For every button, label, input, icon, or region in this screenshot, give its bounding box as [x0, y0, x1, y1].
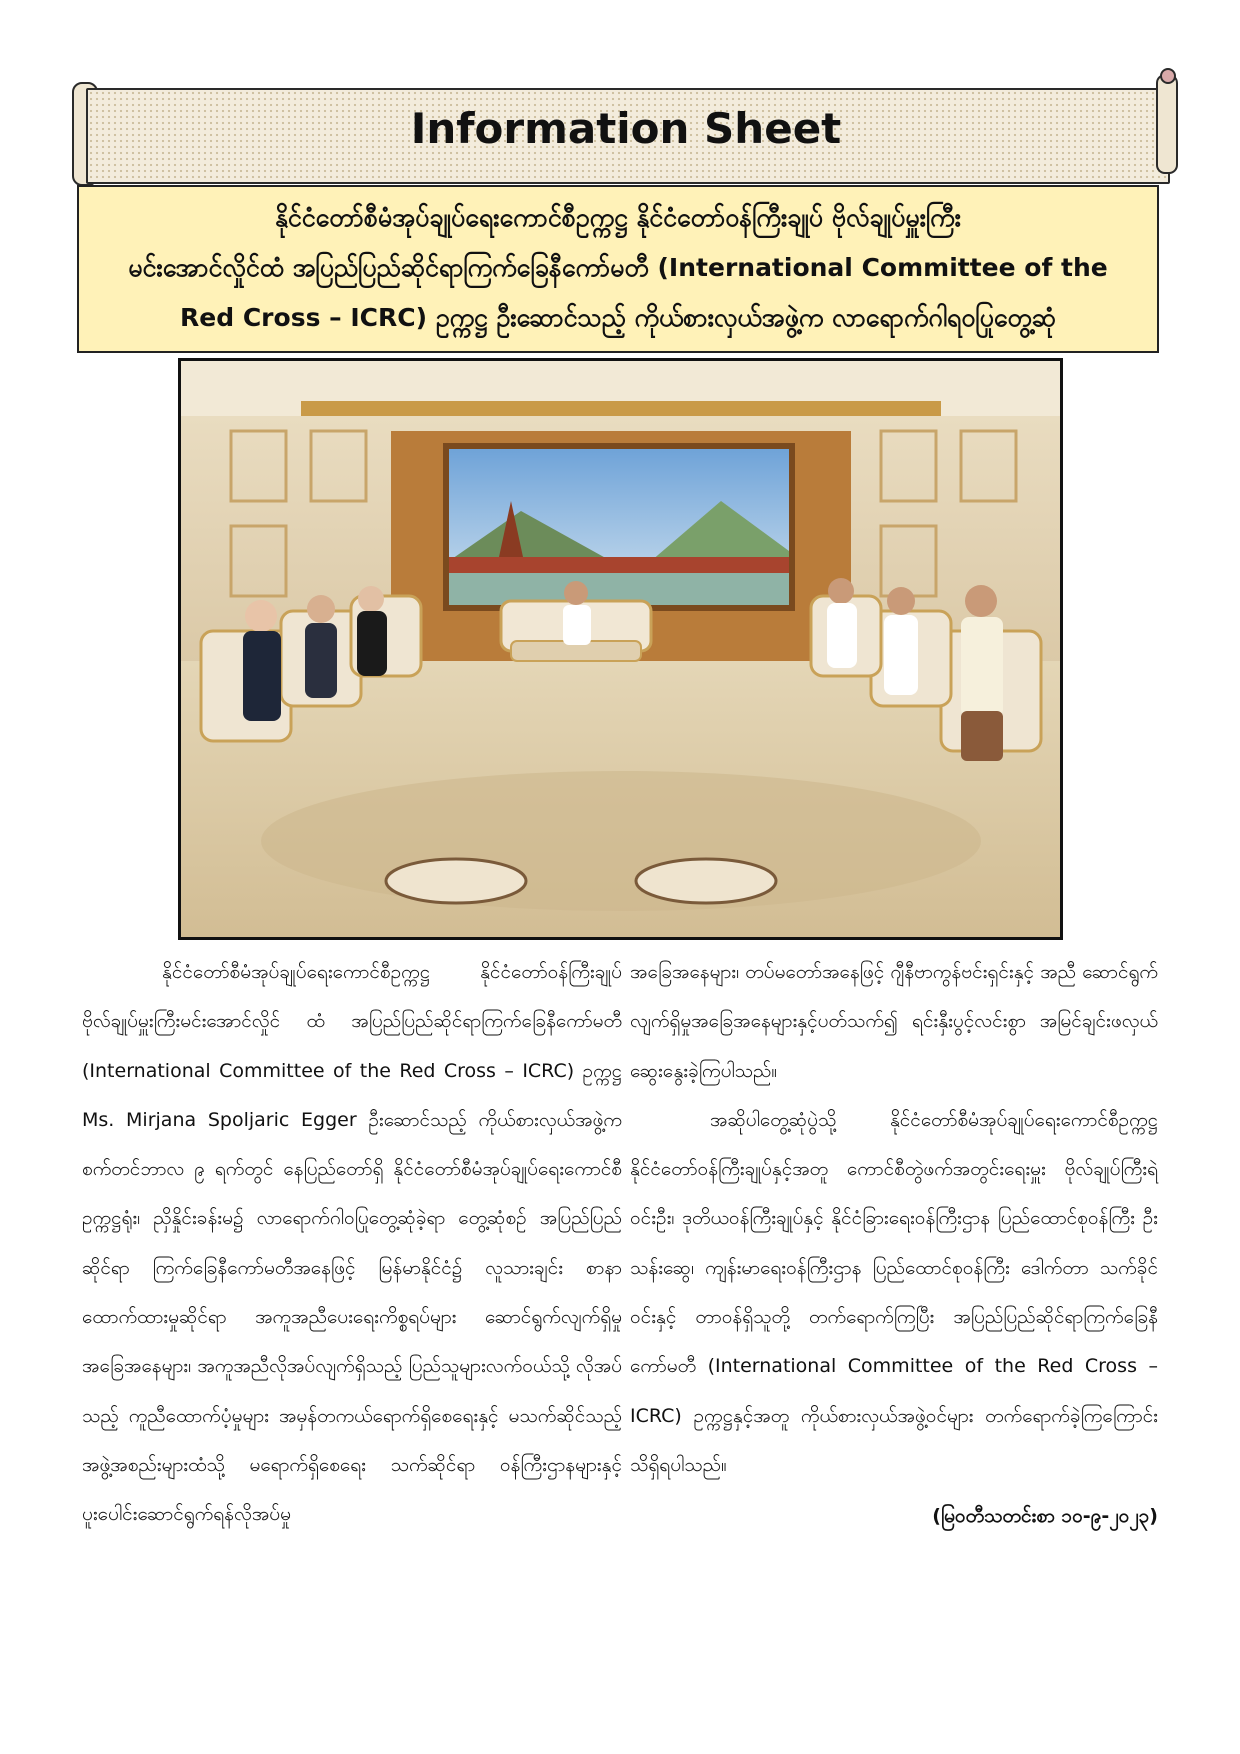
- headline-line-1: နိုင်ငံတော်စီမံအုပ်ချုပ်ရေးကောင်စီဥက္ကဋ္ဌ နိုင်ငံတော်ဝန်ကြီးချုပ် ဗိုလ်ချုပ်မှူးကြီး: [274, 203, 961, 232]
- article-left-column: [82, 948, 622, 1540]
- article-right-column: [630, 948, 1158, 1542]
- headline-line-3: Red Cross – ICRC) ဥက္ကဋ္ဌ ဦးဆောင်သည့် ကိုယ်စားလှယ်အဖွဲ့က လာရောက်ဂါရဝပြုတွေ့ဆုံ: [180, 303, 1056, 332]
- article-paragraph-1: နိုင်ငံတော်စီမံအုပ်ချုပ်ရေးကောင်စီဥက္ကဋ္ဌ နိုင်ငံတော်ဝန်ကြီးချုပ် ဗိုလ်ချုပ်မှူးကြီးမင်းအောင်လှိုင် ထံ အပြည်ပြည်ဆိုင်ရာကြက်ခြေနီကော်မတီ (International Committee of the Red Cross – ICRC) ဥက္ကဋ္ဌ Ms. Mirjana Spoljaric Egger ဦးဆောင်သည့် ကိုယ်စားလှယ်အဖွဲ့က စက်တင်ဘာလ ၉ ရက်တွင် နေပြည်တော်ရှိ နိုင်ငံတော်စီမံအုပ်ချုပ်ရေးကောင်စီဥက္ကဋ္ဌရုံး၊ ညှိနှိုင်းခန်းမ၌ လာရောက်ဂါဝပြုတွေ့ဆုံခဲ့ရာ တွေ့ဆုံစဉ် အပြည်ပြည်ဆိုင်ရာ ကြက်ခြေနီကော်မတီအနေဖြင့် မြန်မာနိုင်ငံ၌ လူသားချင်း စာနာထောက်ထားမှုဆိုင်ရာ အကူအညီပေးရေးကိစ္စရပ်များ ဆောင်ရွက်လျက်ရှိမှု အခြေအနေများ၊ အကူအညီလိုအပ်လျက်ရှိသည့် ပြည်သူများလက်ဝယ်သို့ လိုအပ်သည့် ကူညီထောက်ပံ့မှုများ အမှန်တကယ်ရောက်ရှိစေရေးနှင့် မသက်ဆိုင်သည့်အဖွဲ့အစည်းများထံသို့ မရောက်ရှိစေရေး သက်ဆိုင်ရာ ဝန်ကြီးဌာနများနှင့် ပူးပေါင်းဆောင်ရွက်ရန်လိုအပ်မှု: [82, 961, 622, 1526]
- scroll-knob: [1160, 68, 1176, 84]
- news-source: (မြဝတီသတင်းစာ ၁၀-၉-၂၀၂၃): [932, 1505, 1158, 1528]
- meeting-room-illustration: [181, 361, 1060, 937]
- headline-line-2: မင်းအောင်လှိုင်ထံ အပြည်ပြည်ဆိုင်ရာကြက်ခြေနီကော်မတီ (International Committee of the: [128, 253, 1108, 282]
- article-paragraph-2: အဆိုပါတွေ့ဆုံပွဲသို့ နိုင်ငံတော်စီမံအုပ်ချုပ်ရေးကောင်စီဥက္ကဋ္ဌ နိုင်ငံတော်ဝန်ကြီးချုပ်နှင့်အတူ ကောင်စီတွဲဖက်အတွင်းရေးမှူး ဗိုလ်ချုပ်ကြီးရဲဝင်းဦး၊ ဒုတိယဝန်ကြီးချုပ်နှင့် နိုင်ငံခြားရေးဝန်ကြီးဌာန ပြည်ထောင်စုဝန်ကြီး ဦးသန်းဆွေ၊ ကျန်းမာရေးဝန်ကြီးဌာန ပြည်ထောင်စုဝန်ကြီး ဒေါက်တာ သက်ခိုင်ဝင်းနှင့် တာဝန်ရှိသူတို့ တက်ရောက်ကြပြီး အပြည်ပြည်ဆိုင်ရာကြက်ခြေနီကော်မတီ (International Committee of the Red Cross – ICRC) ဥက္ကဋ္ဌနှင့်အတူ ကိုယ်စားလှယ်အဖွဲ့ဝင်များ တက်ရောက်ခဲ့ကြကြောင်း သိရှိရပါသည်။: [630, 1108, 1158, 1476]
- banner-title: Information Sheet: [410, 104, 842, 153]
- title-banner: [86, 88, 1166, 180]
- meeting-photo: [178, 358, 1063, 940]
- article-paragraph-1-continued: အခြေအနေများ၊ တပ်မတော်အနေဖြင့် ဂျီနီဗာကွန်ဗင်းရှင်းနှင့် အညီ ဆောင်ရွက်လျက်ရှိမှုအခြေအနေများနှင့်ပတ်သက်၍ ရင်းနှီးပွင့်လင်းစွာ အမြင်ချင်းဖလှယ် ဆွေးနွေးခဲ့ကြပါသည်။: [630, 961, 1158, 1082]
- headline-box: [77, 185, 1159, 353]
